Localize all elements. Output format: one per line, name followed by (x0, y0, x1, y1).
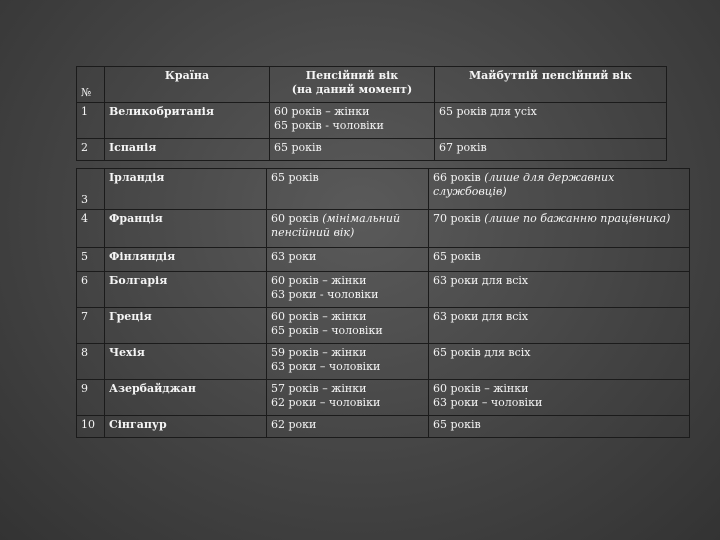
row-country: Франція (105, 210, 267, 248)
header-country: Країна (105, 67, 270, 103)
row-number: 3 (77, 169, 105, 210)
future-age-main: 66 років (433, 171, 481, 184)
row-current-age: 62 роки (267, 416, 429, 438)
row-country: Фінляндія (105, 248, 267, 272)
row-number: 6 (77, 272, 105, 308)
row-future-age: 65 років для усіх (435, 103, 667, 139)
row-country: Сінгапур (105, 416, 267, 438)
row-current-age (267, 272, 429, 308)
row-future-age (429, 380, 690, 416)
row-future-age: 65 років для всіх (429, 344, 690, 380)
current-age-line: 62 роки – чоловіки (271, 396, 381, 409)
row-number: 8 (77, 344, 105, 380)
future-age-line: 63 роки – чоловіки (433, 396, 543, 409)
row-number: 7 (77, 308, 105, 344)
row-current-age (267, 344, 429, 380)
table-row (77, 139, 667, 161)
row-current-age: 65 років (270, 139, 435, 161)
row-current-age (267, 210, 429, 248)
future-age-note: (лише по бажанню працівника) (484, 212, 671, 225)
row-current-age (267, 308, 429, 344)
pension-table-top (76, 66, 667, 161)
row-future-age (429, 210, 690, 248)
row-country: Болгарія (105, 272, 267, 308)
row-country: Ірландія (105, 169, 267, 210)
current-age-line: 59 років – жінки (271, 346, 367, 359)
future-age-line: 60 років – жінки (433, 382, 529, 395)
row-country: Чехія (105, 344, 267, 380)
row-future-age: 63 роки для всіх (429, 308, 690, 344)
current-age-line: 63 роки – чоловіки (271, 360, 381, 373)
current-age-line: 60 років – жінки (274, 105, 370, 118)
table-row (77, 380, 690, 416)
current-age-line: 65 років – чоловіки (271, 324, 383, 337)
header-current-age-line1: Пенсійний вік (305, 69, 399, 82)
row-country: Греція (105, 308, 267, 344)
current-age-note: (мінімальний пенсійний вік) (271, 212, 401, 239)
row-future-age (429, 169, 690, 210)
row-future-age: 67 років (435, 139, 667, 161)
current-age-main: 60 років (271, 212, 319, 225)
current-age-line: 63 роки - чоловіки (271, 288, 379, 301)
current-age-line: 65 років - чоловіки (274, 119, 384, 132)
row-current-age: 65 років (267, 169, 429, 210)
row-country: Азербайджан (105, 380, 267, 416)
table-row (77, 308, 690, 344)
row-current-age (267, 380, 429, 416)
table-row (77, 169, 690, 210)
row-future-age: 65 років (429, 416, 690, 438)
current-age-line: 60 років – жінки (271, 274, 367, 287)
row-future-age: 63 роки для всіх (429, 272, 690, 308)
row-number: 5 (77, 248, 105, 272)
row-number: 9 (77, 380, 105, 416)
row-country: Іспанія (105, 139, 270, 161)
table-row (77, 103, 667, 139)
pension-table-bottom (76, 168, 690, 438)
table-row (77, 416, 690, 438)
current-age-line: 57 років – жінки (271, 382, 367, 395)
future-age-note: (лише для державних службовців) (433, 171, 615, 198)
row-current-age: 63 роки (267, 248, 429, 272)
row-number: 10 (77, 416, 105, 438)
header-current-age (270, 67, 435, 103)
row-number: 1 (77, 103, 105, 139)
header-number: № (77, 67, 105, 103)
row-number: 2 (77, 139, 105, 161)
table-row (77, 272, 690, 308)
row-number: 4 (77, 210, 105, 248)
future-age-main: 70 років (433, 212, 481, 225)
row-country: Великобританія (105, 103, 270, 139)
table-row (77, 248, 690, 272)
row-current-age (270, 103, 435, 139)
header-future-age: Майбутній пенсійний вік (435, 67, 667, 103)
table-row (77, 210, 690, 248)
row-future-age: 65 років (429, 248, 690, 272)
current-age-line: 60 років – жінки (271, 310, 367, 323)
header-current-age-line2: (на даний момент) (291, 83, 413, 96)
header-row (77, 67, 667, 103)
table-row (77, 344, 690, 380)
